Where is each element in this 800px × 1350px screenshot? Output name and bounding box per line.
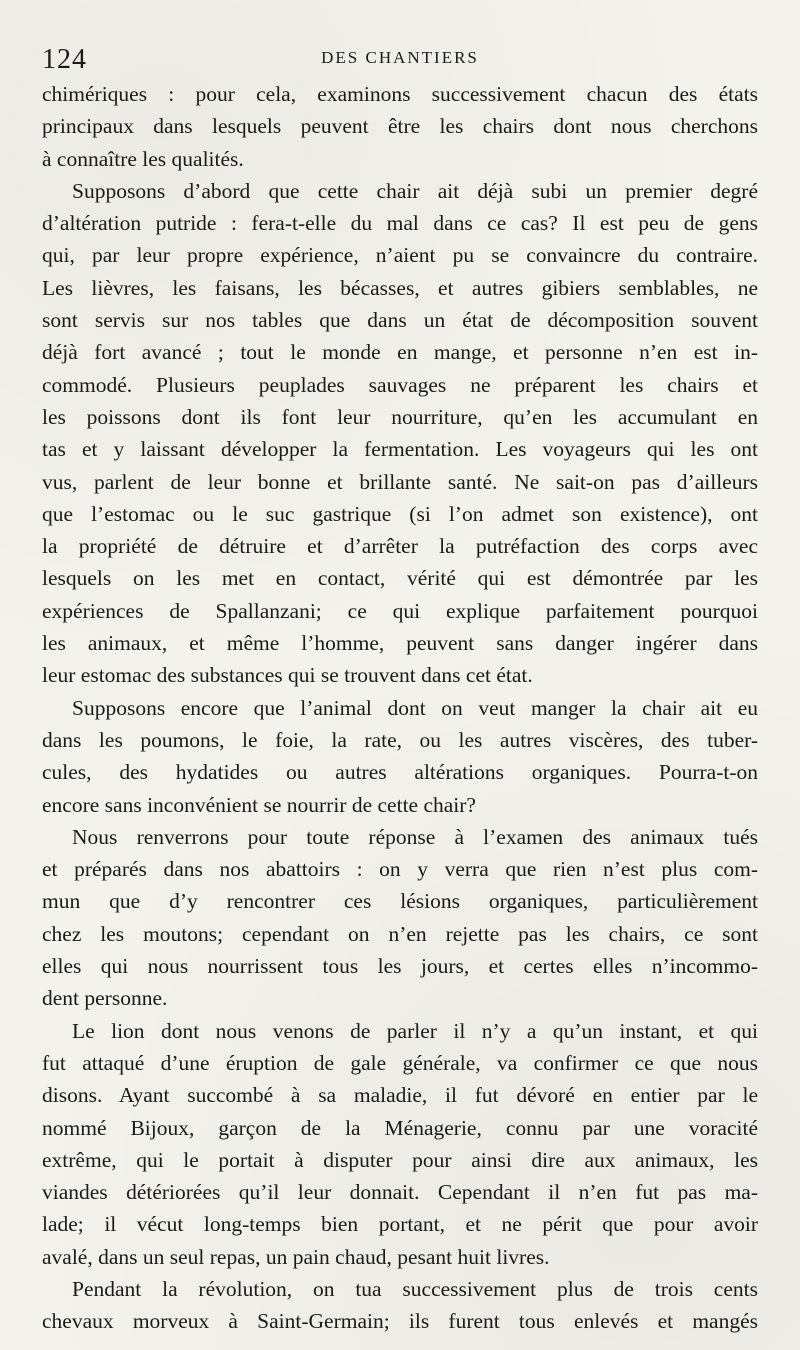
text-line: tas et y laissant développer la fermentation. Les voyageurs qui les ont [42, 437, 758, 462]
text-line: et préparés dans nos abattoirs : on y verra que rien n’est plus com- [42, 857, 758, 882]
text-line: chez les moutons; cependant on n’en rejette pas les chairs, ce sont [42, 921, 758, 946]
text-line: d’altération putride : fera-t-elle du mal dans ce cas? Il est peu de gens [42, 211, 758, 236]
text-line: Les lièvres, les faisans, les bécasses, et autres gibiers semblables, ne [42, 275, 758, 300]
text-line: Le lion dont nous venons de parler il n’y a qu’un instant, et qui [72, 1018, 758, 1043]
running-title: DES CHANTIERS [321, 48, 479, 67]
text-line: dans les poumons, le foie, la rate, ou les autres viscères, des tuber- [42, 727, 758, 752]
text-line: commodé. Plusieurs peuplades sauvages ne préparent les chairs et [42, 372, 758, 397]
text-line: fut attaqué d’une éruption de gale générale, va confirmer ce que nous [42, 1050, 758, 1075]
text-line: disons. Ayant succombé à sa maladie, il fut dévoré en entier par le [42, 1083, 758, 1108]
text-line: elles qui nous nourrissent tous les jours, et certes elles n’incommo- [42, 954, 758, 979]
text-line: nommé Bijoux, garçon de la Ménagerie, connu par une voracité [42, 1115, 758, 1140]
text-line: expériences de Spallanzani; ce qui explique parfaitement pourquoi [42, 598, 758, 623]
text-line: les animaux, et même l’homme, peuvent sans danger ingérer dans [42, 631, 758, 656]
text-line: Pendant la révolution, on tua successivement plus de trois cents [72, 1276, 758, 1301]
text-line: les poissons dont ils font leur nourriture, qu’en les accumulant en [42, 404, 758, 429]
page-number: 124 [42, 44, 87, 75]
text-line: lesquels on les met en contact, vérité qui est démontrée par les [42, 566, 758, 591]
text-line: chevaux morveux à Saint-Germain; ils furent tous enlevés et mangés [42, 1309, 758, 1334]
text-line: principaux dans lesquels peuvent être les chairs dont nous cherchons [42, 114, 758, 139]
text-line: avalé, dans un seul repas, un pain chaud, pesant huit livres. [42, 1244, 550, 1269]
text-line: à connaître les qualités. [42, 146, 244, 171]
text-line: viandes détériorées qu’il leur donnait. Cependant il n’en fut pas ma- [42, 1180, 758, 1205]
text-line: chimériques : pour cela, examinons successivement chacun des états [42, 82, 758, 106]
text-line: déjà fort avancé ; tout le monde en mange, et personne n’en est in- [42, 340, 758, 365]
text-line: mun que d’y rencontrer ces lésions organiques, particulièrement [42, 889, 758, 914]
text-line: dent personne. [42, 986, 168, 1011]
text-line: cules, des hydatides ou autres altérations organiques. Pourra-t-on [42, 760, 758, 785]
page-header [42, 30, 758, 78]
text-line: Nous renverrons pour toute réponse à l’examen des animaux tués [72, 824, 758, 849]
text-line: Supposons encore que l’animal dont on veut manger la chair ait eu [72, 695, 758, 720]
text-line: vus, parlent de leur bonne et brillante santé. Ne sait-on pas d’ailleurs [42, 469, 758, 494]
text-line: la propriété de détruire et d’arrêter la putréfaction des corps avec [42, 534, 758, 559]
text-line: Supposons d’abord que cette chair ait déjà subi un premier degré [72, 178, 758, 203]
body-text [42, 78, 758, 1338]
text-line: que l’estomac ou le suc gastrique (si l’on admet son existence), ont [42, 501, 758, 526]
text-line: encore sans inconvénient se nourrir de cette chair? [42, 792, 476, 817]
text-line: sont servis sur nos tables que dans un état de décomposition souvent [42, 308, 758, 333]
text-line: extrême, qui le portait à disputer pour ainsi dire aux animaux, les [42, 1147, 758, 1172]
text-line: leur estomac des substances qui se trouvent dans cet état. [42, 663, 533, 688]
text-line: lade; il vécut long-temps bien portant, et ne périt que pour avoir [42, 1212, 758, 1237]
text-line: qui, par leur propre expérience, n’aient pu se convaincre du contraire. [42, 243, 758, 268]
